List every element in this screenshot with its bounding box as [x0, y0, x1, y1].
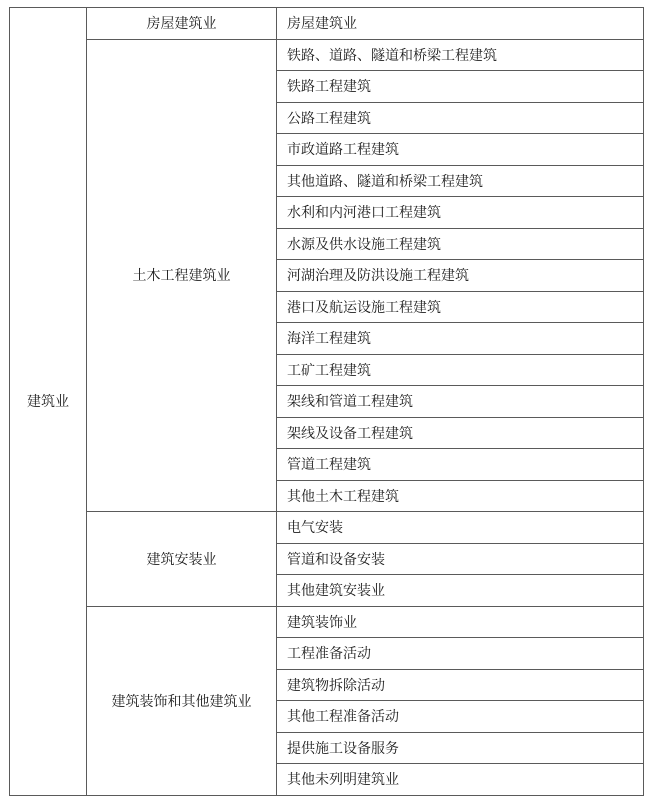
item-cell: 提供施工设备服务 [277, 732, 644, 764]
item-cell: 水源及供水设施工程建筑 [277, 228, 644, 260]
item-cell: 河湖治理及防洪设施工程建筑 [277, 260, 644, 292]
table-row [10, 8, 644, 40]
item-cell: 铁路、道路、隧道和桥梁工程建筑 [277, 39, 644, 71]
item-cell: 房屋建筑业 [277, 8, 644, 40]
item-cell: 管道工程建筑 [277, 449, 644, 481]
group-cell: 房屋建筑业 [87, 8, 277, 40]
item-cell: 水利和内河港口工程建筑 [277, 197, 644, 229]
item-cell: 市政道路工程建筑 [277, 134, 644, 166]
table-row [10, 39, 644, 71]
table-body [10, 8, 644, 796]
group-cell: 建筑装饰和其他建筑业 [87, 606, 277, 795]
item-cell: 海洋工程建筑 [277, 323, 644, 355]
item-cell: 其他建筑安装业 [277, 575, 644, 607]
item-cell: 架线及设备工程建筑 [277, 417, 644, 449]
item-cell: 管道和设备安装 [277, 543, 644, 575]
industry-classification-table [9, 7, 644, 796]
item-cell: 工矿工程建筑 [277, 354, 644, 386]
item-cell: 建筑装饰业 [277, 606, 644, 638]
item-cell: 电气安装 [277, 512, 644, 544]
item-cell: 架线和管道工程建筑 [277, 386, 644, 418]
item-cell: 其他土木工程建筑 [277, 480, 644, 512]
item-cell: 公路工程建筑 [277, 102, 644, 134]
item-cell: 铁路工程建筑 [277, 71, 644, 103]
item-cell: 建筑物拆除活动 [277, 669, 644, 701]
table-row [10, 606, 644, 638]
item-cell: 港口及航运设施工程建筑 [277, 291, 644, 323]
section-cell: 建筑业 [10, 8, 87, 796]
item-cell: 工程准备活动 [277, 638, 644, 670]
item-cell: 其他未列明建筑业 [277, 764, 644, 796]
item-cell: 其他道路、隧道和桥梁工程建筑 [277, 165, 644, 197]
group-cell: 土木工程建筑业 [87, 39, 277, 512]
group-cell: 建筑安装业 [87, 512, 277, 607]
item-cell: 其他工程准备活动 [277, 701, 644, 733]
table-row [10, 512, 644, 544]
